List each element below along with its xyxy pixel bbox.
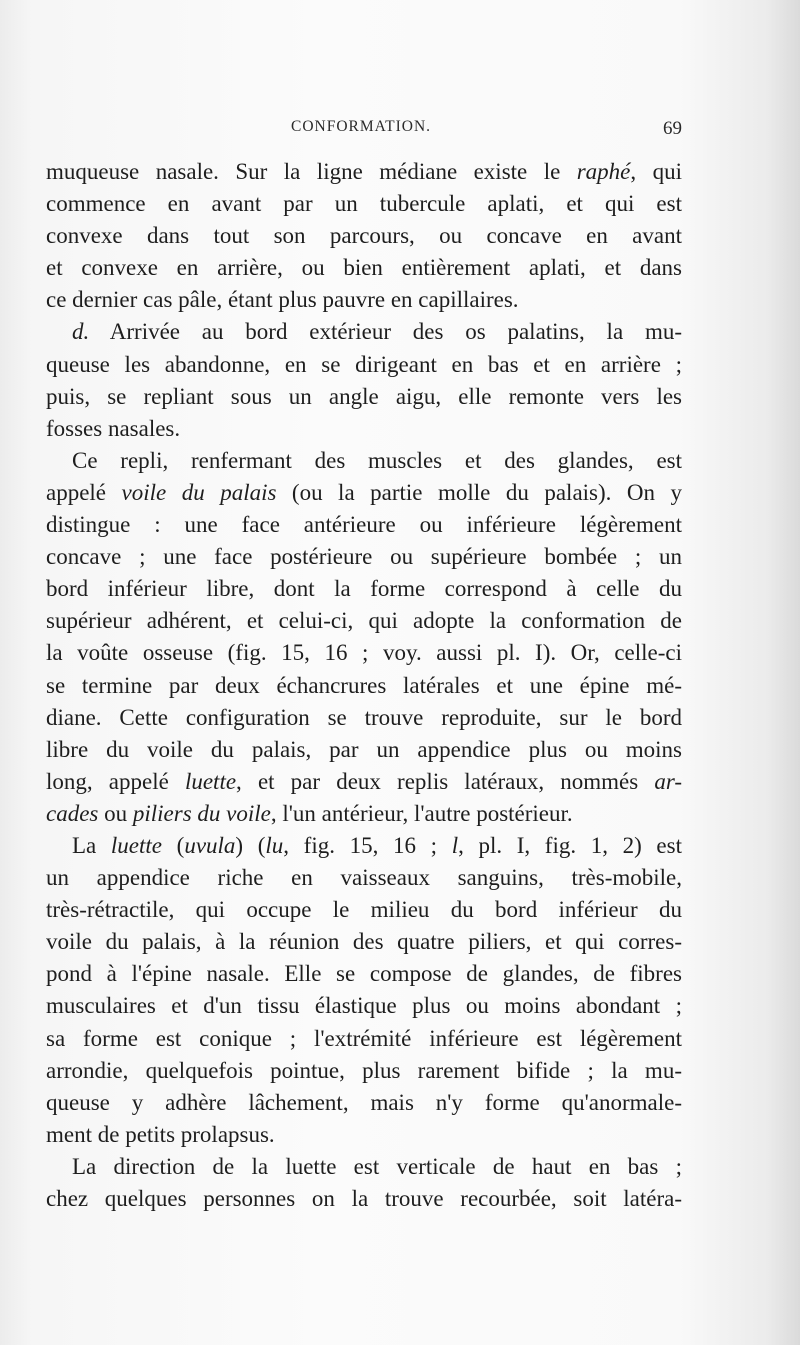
text-run: La direction de la luette est verticale de haut en bas ; [72,1153,682,1179]
page-header [46,118,682,144]
italic-run: d. [72,319,90,345]
text-line [46,958,682,990]
text-line [46,830,682,862]
text-run: et convexe en arrière, ou bien entièrement aplati, et dans [46,255,682,281]
text-run: queuse les abandonne, en se dirigeant en bas et en arrière ; [46,351,682,377]
text-line [46,477,682,509]
text-run: (ou la partie molle du palais). On y [276,479,682,505]
text-run: sa forme est conique ; l'extrémité inférieure est légèrement [46,1025,682,1051]
text-line [46,541,682,573]
text-line [46,894,682,926]
text-run: musculaires et d'un tissu élastique plus ou moins abondant ; [46,993,682,1019]
text-run: pond à l'épine nasale. Elle se compose de glandes, de fibres [46,961,682,987]
text-line [46,1023,682,1055]
text-line [46,509,682,541]
text-run: voile du palais, à la réunion des quatre piliers, et qui corres- [46,929,682,955]
text-run: supérieur adhérent, et celui-ci, qui adopte la conformation de [46,608,682,634]
text-run: ment de petits prolapsus. [46,1121,275,1147]
text-run: la voûte osseuse (fig. 15, 16 ; voy. aussi pl. I). Or, celle-ci [46,640,682,666]
text-line [46,1151,682,1183]
text-line [46,862,682,894]
text-run: queuse y adhère lâchement, mais n'y forme qu'anormale- [46,1089,682,1115]
text-line [46,381,682,413]
text-run: , l'un antérieur, l'autre postérieur. [270,800,573,826]
italic-run: luette [184,768,237,794]
text-line [46,188,682,220]
text-line [46,670,682,702]
text-run: Arrivée au bord extérieur des os palatins, la mu- [89,319,682,345]
text-line [46,573,682,605]
text-line [46,926,682,958]
italic-run: piliers du voile [132,800,271,826]
italic-run: luette [110,832,162,858]
text-line [46,284,682,316]
text-run: un appendice riche en vaisseaux sanguins, très-mobile, [46,865,682,891]
text-run: se termine par deux échancrures latérales et une épine mé- [46,672,682,698]
text-run: La [72,832,111,858]
italic-run: ar- [654,768,683,794]
text-line [46,798,682,830]
text-run: long, appelé [46,768,185,794]
page-number: 69 [663,118,682,139]
text-run: chez quelques personnes on la trouve recourbée, soit latéra- [46,1186,682,1211]
text-line [46,156,682,188]
text-line [46,605,682,637]
text-line [46,316,682,348]
text-run: distingue : une face antérieure ou inférieure légèrement [46,512,682,538]
text-run: fosses nasales. [46,415,181,441]
text-run: puis, se repliant sous un angle aigu, elle remonte vers les [46,383,682,409]
text-run: , qui [630,159,682,184]
text-line [46,990,682,1022]
text-run: , fig. 15, 16 ; [283,832,452,858]
text-run: muqueuse nasale. Sur la ligne médiane existe le [46,159,577,184]
text-line [46,766,682,798]
text-line [46,1183,682,1215]
italic-run: cades [46,800,99,826]
body-text [46,156,682,1215]
text-run: Ce repli, renfermant des muscles et des glandes, est [72,447,682,473]
text-line [46,252,682,284]
italic-run: voile du palais [121,479,277,505]
text-line [46,413,682,445]
text-run: libre du voile du palais, par un appendice plus ou moins [46,736,682,762]
text-run: diane. Cette configuration se trouve reproduite, sur le bord [46,704,682,730]
text-line [46,1087,682,1119]
italic-run: l [451,832,459,858]
text-run: convexe dans tout son parcours, ou concave en avant [46,223,682,249]
text-run: arrondie, quelquefois pointue, plus rarement bifide ; la mu- [46,1057,682,1083]
text-run: ( [162,832,185,858]
text-line [46,702,682,734]
text-run: ) ( [235,832,266,858]
text-run: ce dernier cas pâle, étant plus pauvre en capillaires. [46,287,519,313]
text-line [46,1055,682,1087]
text-line [46,445,682,477]
text-run: , pl. I, fig. 1, 2) est [458,832,682,858]
text-run: commence en avant par un tubercule aplati, et qui est [46,191,682,217]
text-run: ou [98,800,133,826]
italic-run: lu [265,832,284,858]
text-run: très-rétractile, qui occupe le milieu du bord inférieur du [46,897,682,923]
text-run: concave ; une face postérieure ou supérieure bombée ; un [46,544,682,570]
italic-run: raphé [576,159,631,184]
text-line [46,734,682,766]
text-run: appelé [46,479,122,505]
text-line [46,1119,682,1151]
italic-run: uvula [184,832,236,858]
running-title: CONFORMATION. [291,118,432,135]
text-line [46,637,682,669]
text-run: , et par deux replis latéraux, nommés [236,768,655,794]
text-line [46,220,682,252]
text-run: bord inférieur libre, dont la forme correspond à celle du [46,576,682,602]
text-line [46,349,682,381]
